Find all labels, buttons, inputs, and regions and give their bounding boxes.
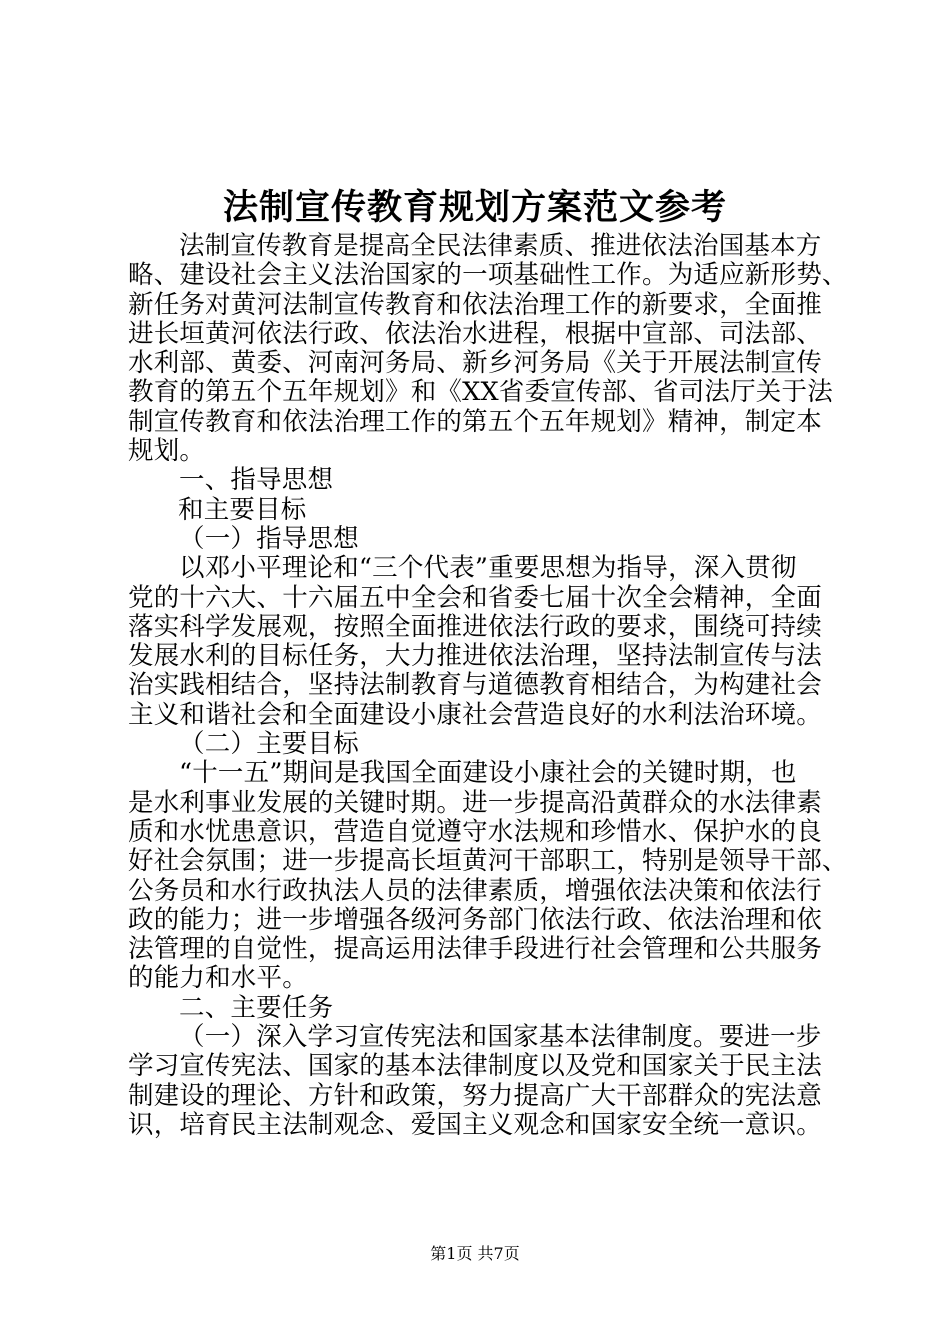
section-heading: 一、指导思想: [179, 465, 334, 496]
text-line: 水利部、黄委、河南河务局、新乡河务局《关于开展法制宣传: [128, 348, 822, 379]
text-line: 发展水利的目标任务，大力推进依法治理，坚持法制宣传与法: [128, 641, 822, 672]
text-line: 好社会氛围；进一步提高长垣黄河干部职工，特别是领导干部、: [128, 846, 848, 877]
text-line: （一）深入学习宣传宪法和国家基本法律制度。要进一步: [179, 1022, 822, 1053]
text-line: 教育的第五个五年规划》和《XX省委宣传部、省司法厅关于法: [128, 377, 833, 408]
section-heading: 和主要目标: [178, 494, 307, 525]
page-footer: 第1页 共7页: [430, 1244, 520, 1263]
text-line: 质和水忧患意识，营造自觉遵守水法规和珍惜水、保护水的良: [128, 816, 822, 847]
text-line: 落实科学发展观，按照全面推进依法行政的要求，围绕可持续: [128, 611, 822, 642]
document-body: [128, 231, 848, 1140]
text-line: 法管理的自觉性，提高运用法律手段进行社会管理和公共服务: [128, 934, 822, 965]
text-line: 进长垣黄河依法行政、依法治水进程，根据中宣部、司法部、: [128, 318, 822, 349]
text-line: 治实践相结合，坚持法制教育与道德教育相结合，为构建社会: [128, 670, 822, 701]
subsection-heading: （一）指导思想: [179, 523, 359, 554]
text-line: 政的能力；进一步增强各级河务部门依法行政、依法治理和依: [128, 904, 822, 935]
text-line: 的能力和水平。: [128, 963, 308, 994]
text-line: 规划。: [128, 436, 206, 467]
text-line: 公务员和水行政执法人员的法律素质，增强依法决策和依法行: [128, 875, 822, 906]
text-line: 制建设的理论、方针和政策，努力提高广大干部群众的宪法意: [128, 1080, 822, 1111]
document-title: 法制宣传教育规划方案范文参考: [222, 187, 727, 228]
text-line: “十一五”期间是我国全面建设小康社会的关键时期，也: [179, 758, 797, 789]
text-line: 以邓小平理论和“三个代表”重要思想为指导，深入贯彻: [179, 553, 797, 584]
text-line: 主义和谐社会和全面建设小康社会营造良好的水利法治环境。: [128, 699, 822, 730]
text-line: 识，培育民主法制观念、爱国主义观念和国家安全统一意识。: [128, 1109, 822, 1140]
text-line: 法制宣传教育是提高全民法律素质、推进依法治国基本方: [179, 231, 822, 261]
section-heading: 二、主要任务: [179, 992, 334, 1023]
text-line: 学习宣传宪法、国家的基本法律制度以及党和国家关于民主法: [128, 1051, 822, 1082]
text-line: 略、建设社会主义法治国家的一项基础性工作。为适应新形势、: [128, 260, 848, 291]
text-line: 是水利事业发展的关键时期。进一步提高沿黄群众的水法律素: [128, 787, 822, 818]
text-line: 党的十六大、十六届五中全会和省委七届十次全会精神，全面: [128, 582, 822, 613]
subsection-heading: （二）主要目标: [179, 729, 359, 760]
text-line: 制宣传教育和依法治理工作的第五个五年规划》精神，制定本: [128, 406, 822, 437]
text-line: 新任务对黄河法制宣传教育和依法治理工作的新要求，全面推: [128, 289, 822, 320]
